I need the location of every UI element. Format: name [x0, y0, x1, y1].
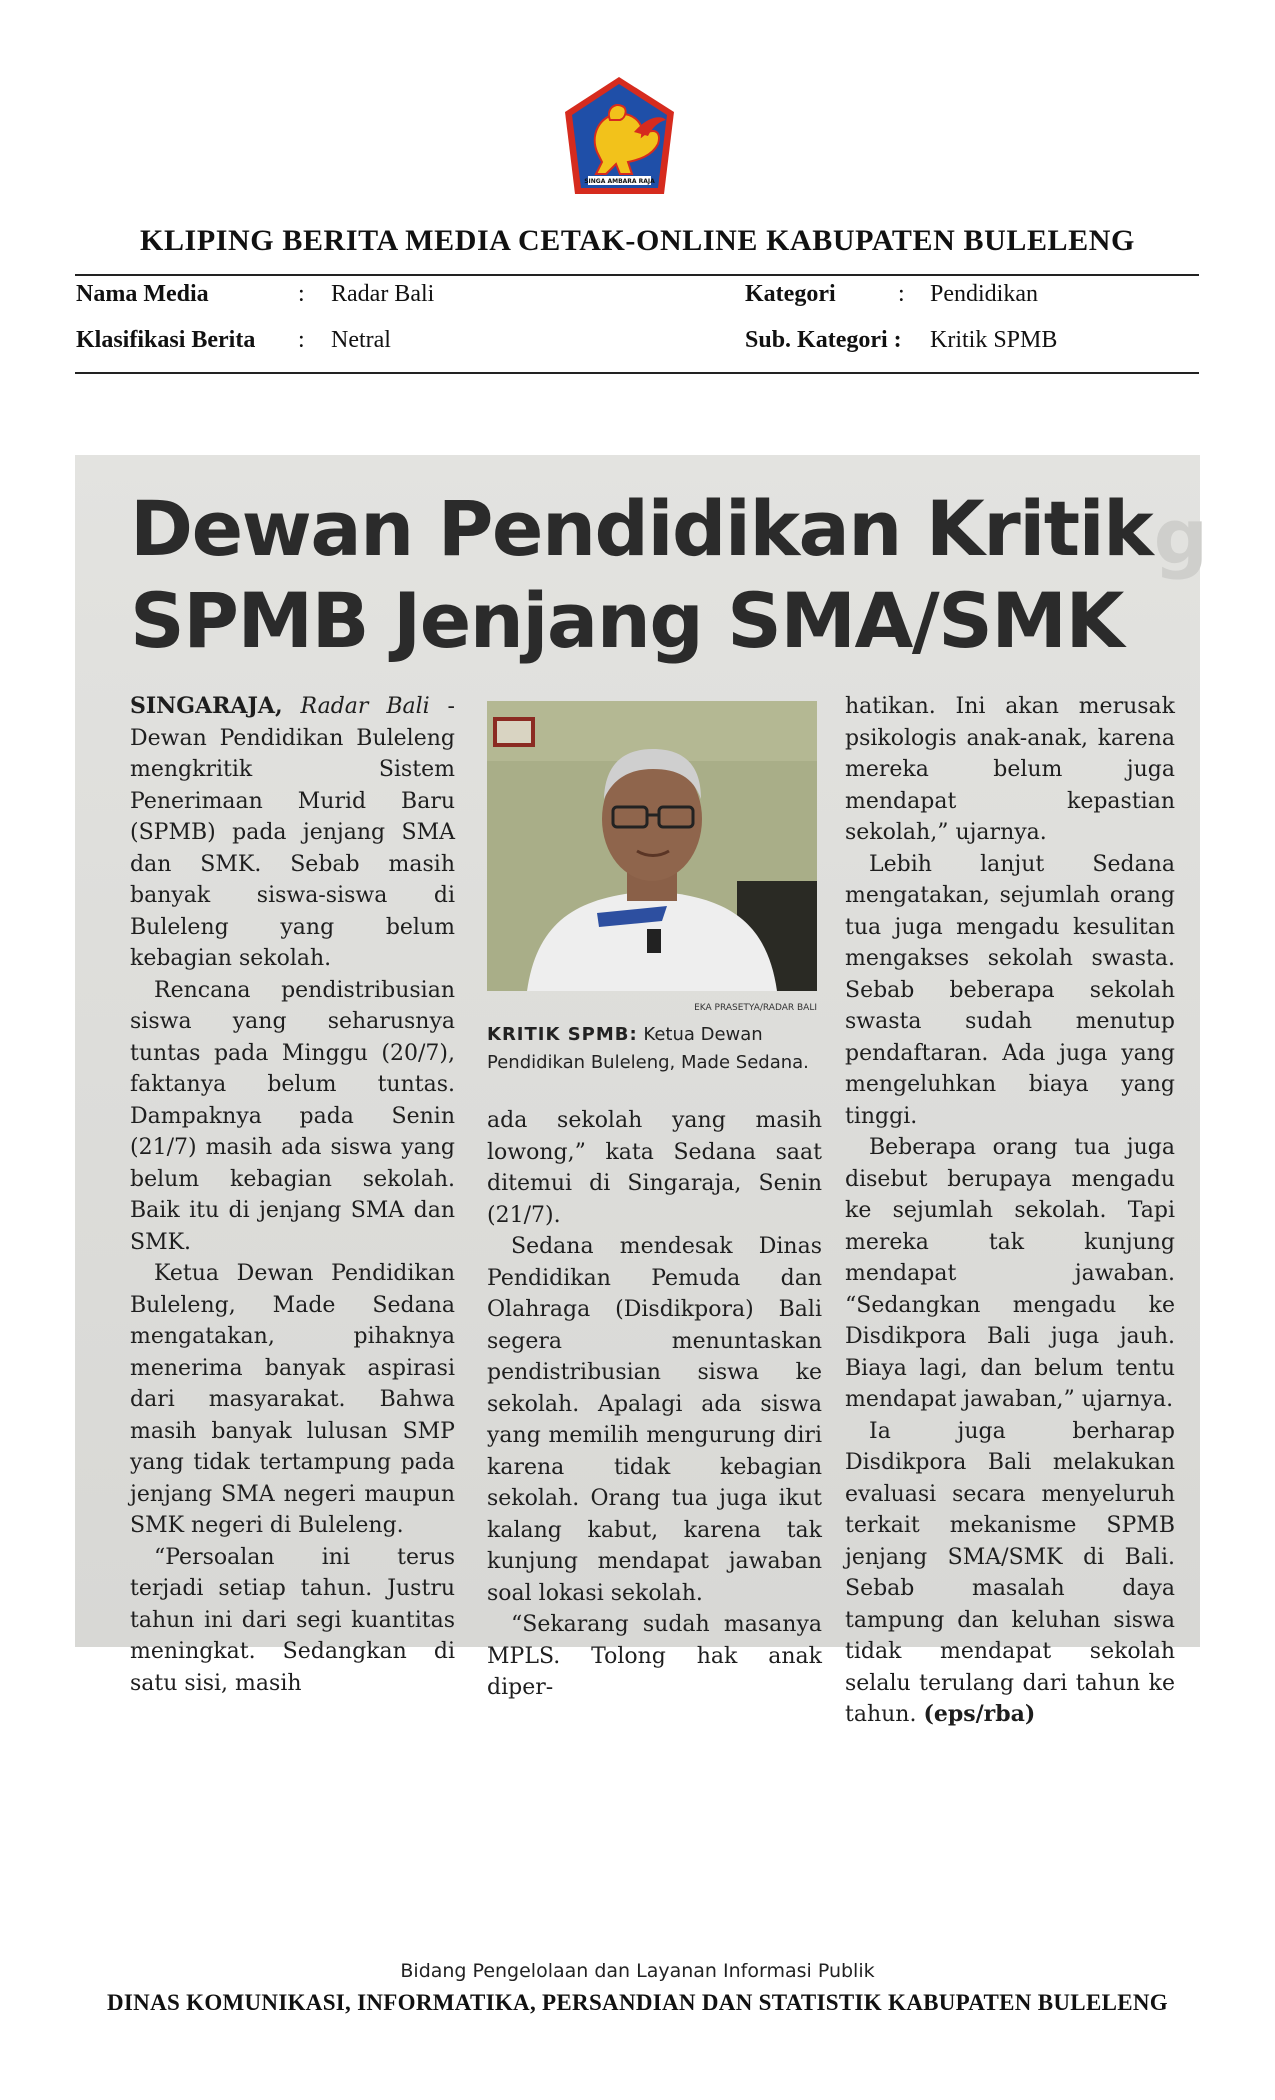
headline-line-2: SPMB Jenjang SMA/SMK — [130, 576, 1123, 665]
regency-logo — [562, 74, 677, 200]
paragraph-text: - Dewan Pendidikan Buleleng mengkritik Sistem Penerimaan Murid Baru (SPMB) pada jenjang SMA dan SMK. Sebab masih banyak siswa-siswa di Buleleng yang belum kebagian sekolah. — [130, 694, 455, 971]
media-label: Nama Media — [76, 281, 209, 307]
media-colon: : — [298, 281, 305, 307]
caption-label: KRITIK SPMB: — [487, 1024, 638, 1045]
lion-crest-icon — [562, 74, 677, 200]
footer-department: Bidang Pengelolaan dan Layanan Informasi Publik — [400, 1960, 875, 1982]
portrait-image — [487, 701, 817, 991]
paragraph: hatikan. Ini akan merusak psikologis anak-anak, karena mereka belum juga mendapat kepastian sekolah,” ujarnya. — [845, 694, 1175, 845]
paragraph — [845, 1416, 1175, 1731]
dateline: SINGARAJA, — [130, 693, 283, 719]
logo-motto: SINGA AMBARA RAJA — [584, 178, 655, 185]
header-divider-bottom — [75, 372, 1199, 374]
photo-caption — [487, 1021, 822, 1077]
caption-text: Ketua Dewan Pendidikan Buleleng, Made Sedana. — [487, 1024, 809, 1073]
subkategori-label: Sub. Kategori : — [745, 327, 902, 353]
paragraph: ada sekolah yang masih lowong,” kata Sedana saat ditemui di Singaraja, Senin (21/7). — [487, 1108, 822, 1228]
kategori-value: Pendidikan — [930, 281, 1038, 307]
adjacent-article-fragment: g — [1153, 492, 1208, 581]
photo-credit: EKA PRASETYA/RADAR BALI — [694, 1003, 817, 1013]
newspaper-clipping — [75, 455, 1208, 1727]
kategori-colon: : — [898, 281, 905, 307]
kategori-label: Kategori — [745, 281, 836, 307]
paragraph: “Sekarang sudah masanya MPLS. Tolong hak anak diper- — [487, 1612, 822, 1700]
article-headline — [130, 483, 1170, 667]
footer-agency: DINAS KOMUNIKASI, INFORMATIKA, PERSANDIAN DAN STATISTIK KABUPATEN BULELENG — [107, 1990, 1168, 2015]
paragraph: Ketua Dewan Pendidikan Buleleng, Made Sedana mengatakan, pihaknya menerima banyak aspirasi dari masyarakat. Bahwa masih banyak lulusan SMP yang tidak tertampung pada jenjang SMA negeri maupun SMK negeri di Buleleng. — [130, 1261, 455, 1538]
subkategori-value: Kritik SPMB — [930, 327, 1058, 353]
paragraph: Lebih lanjut Sedana mengatakan, sejumlah orang tua juga mengadu kesulitan mengakses sekolah swasta. Sebab beberapa sekolah swasta sudah menutup pendaftaran. Ada juga yang mengeluhkan biaya yang tinggi. — [845, 851, 1175, 1129]
source-name: Radar Bali — [300, 694, 430, 719]
author-signoff: (eps/rba) — [923, 1701, 1036, 1727]
paragraph: Beberapa orang tua juga disebut berupaya mengadu ke sejumlah sekolah. Tapi mereka tak kunjung mendapat jawaban. “Sedangkan mengadu ke Disdikpora Bali juga jauh. Biaya lagi, dan belum tentu mendapat jawaban,” ujarnya. — [845, 1135, 1175, 1412]
header-divider-top — [75, 274, 1199, 276]
paragraph: “Persoalan ini terus terjadi setiap tahun. Justru tahun ini dari segi kuantitas meningkat. Sedangkan di satu sisi, masih — [130, 1544, 455, 1696]
page-title: KLIPING BERITA MEDIA CETAK-ONLINE KABUPATEN BULELENG — [140, 224, 1135, 257]
paragraph: Sedana mendesak Dinas Pendidikan Pemuda dan Olahraga (Disdikpora) Bali segera menuntaskan pendistribusian siswa ke sekolah. Apalagi ada siswa yang memilih mengurung diri karena tidak kebagian sekolah. Orang tua juga ikut kalang kabut, karena tak kunjung mendapat jawaban soal lokasi sekolah. — [487, 1234, 822, 1606]
article-column-3 — [845, 691, 1175, 1731]
paragraph — [130, 691, 455, 975]
paragraph-text: Ia juga berharap Disdikpora Bali melakukan evaluasi secara menyeluruh terkait mekanisme SPMB jenjang SMA/SMK di Bali. Sebab masalah daya tampung dan keluhan siswa tidak mendapat sekolah selalu terulang dari tahun ke tahun. — [845, 1418, 1175, 1727]
klasifikasi-label: Klasifikasi Berita — [76, 327, 256, 353]
media-value: Radar Bali — [331, 281, 435, 307]
klasifikasi-colon: : — [298, 327, 305, 353]
article-photo — [487, 701, 817, 991]
paragraph: Rencana pendistribusian siswa yang seharusnya tuntas pada Minggu (20/7), faktanya belum tuntas. Dampaknya pada Senin (21/7) masih ada siswa yang belum kebagian sekolah. Baik itu di jenjang SMA dan SMK. — [130, 977, 455, 1255]
klasifikasi-value: Netral — [331, 327, 391, 353]
article-column-1 — [130, 691, 455, 1699]
article-column-2 — [487, 1105, 822, 1704]
headline-line-1: Dewan Pendidikan Kritik — [130, 484, 1153, 573]
